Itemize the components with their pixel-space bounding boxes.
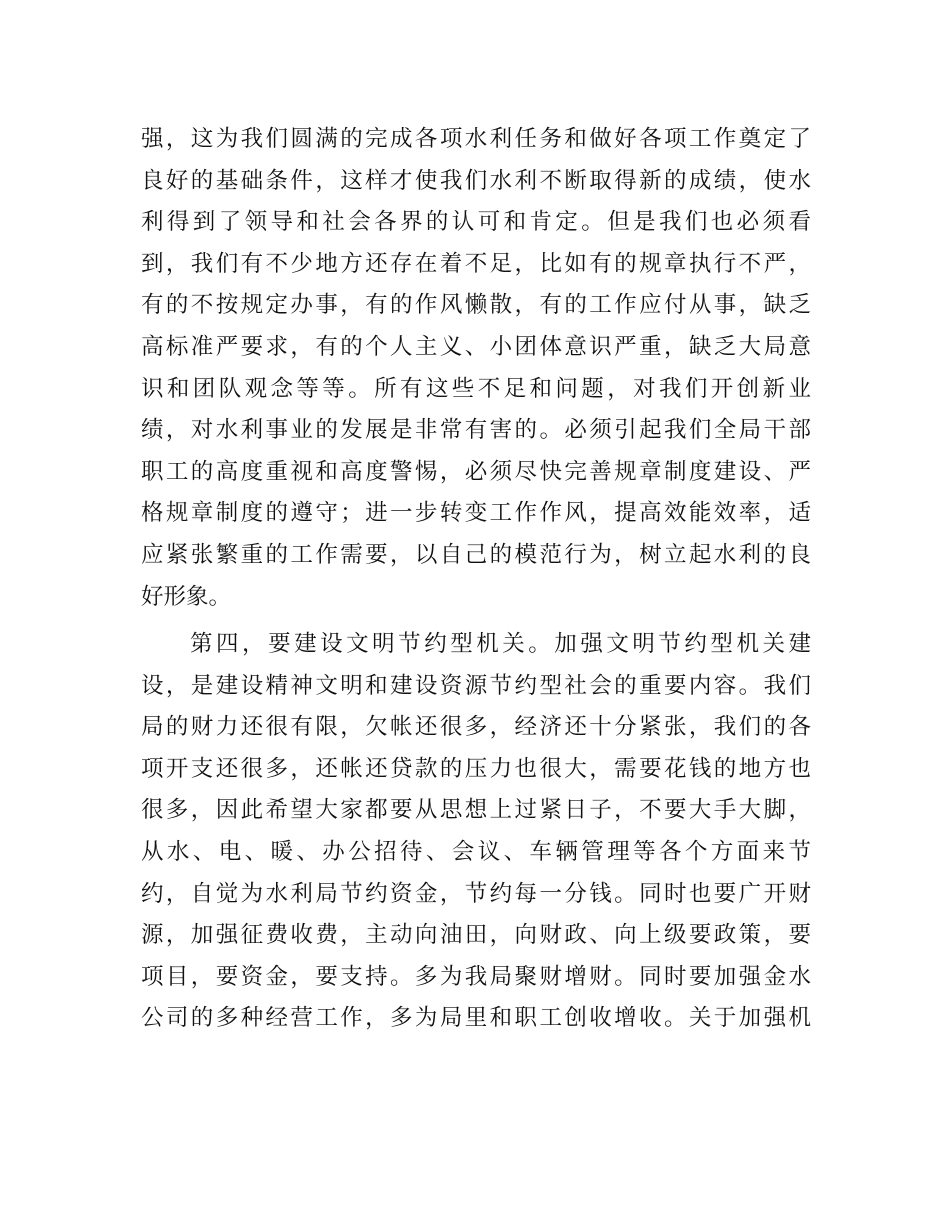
paragraph-line: 很多，因此希望大家都要从思想上过紧日子，不要大手大脚，	[141, 797, 811, 824]
paragraph-line: 项目，要资金，要支持。多为我局聚财增财。同时要加强金水	[141, 963, 811, 990]
paragraph-2	[141, 624, 811, 1040]
paragraph-line: 有的不按规定办事，有的作风懒散，有的工作应付从事，缺乏	[141, 292, 811, 319]
paragraph-line: 识和团队观念等等。所有这些不足和问题，对我们开创新业	[141, 375, 811, 402]
paragraph-line: 强，这为我们圆满的完成各项水利任务和做好各项工作奠定了	[141, 126, 811, 152]
paragraph-line: 职工的高度重视和高度警惕，必须尽快完善规章制度建设、严	[141, 458, 811, 485]
paragraph-line: 高标准严要求，有的个人主义、小团体意识严重，缺乏大局意	[141, 333, 811, 360]
paragraph-line: 公司的多种经营工作，多为局里和职工创收增收。关于加强机	[141, 1005, 811, 1032]
paragraph-line: 良好的基础条件，这样才使我们水利不断取得新的成绩，使水	[141, 167, 811, 194]
paragraph-line: 到，我们有不少地方还存在着不足，比如有的规章执行不严，	[141, 250, 811, 277]
paragraph-line: 好形象。	[141, 583, 232, 610]
paragraph-line: 项开支还很多，还帐还贷款的压力也很大，需要花钱的地方也	[141, 755, 811, 782]
paragraph-1	[141, 119, 811, 618]
paragraph-line: 局的财力还很有限，欠帐还很多，经济还十分紧张，我们的各	[141, 714, 811, 741]
paragraph-line: 设，是建设精神文明和建设资源节约型社会的重要内容。我们	[141, 672, 811, 699]
paragraph-line: 绩，对水利事业的发展是非常有害的。必须引起我们全局干部	[141, 417, 811, 444]
paragraph-line: 利得到了领导和社会各界的认可和肯定。但是我们也必须看	[141, 209, 811, 236]
paragraph-line: 源，加强征费收费，主动向油田，向财政、向上级要政策，要	[141, 922, 811, 949]
paragraph-line: 约，自觉为水利局节约资金，节约每一分钱。同时也要广开财	[141, 880, 811, 907]
paragraph-line: 从水、电、暖、办公招待、会议、车辆管理等各个方面来节	[141, 838, 811, 865]
paragraph-line: 第四，要建设文明节约型机关。加强文明节约型机关建	[190, 631, 811, 657]
paragraph-line: 格规章制度的遵守；进一步转变工作作风，提高效能效率，适	[141, 500, 811, 527]
paragraph-line: 应紧张繁重的工作需要，以自己的模范行为，树立起水利的良	[141, 541, 811, 568]
